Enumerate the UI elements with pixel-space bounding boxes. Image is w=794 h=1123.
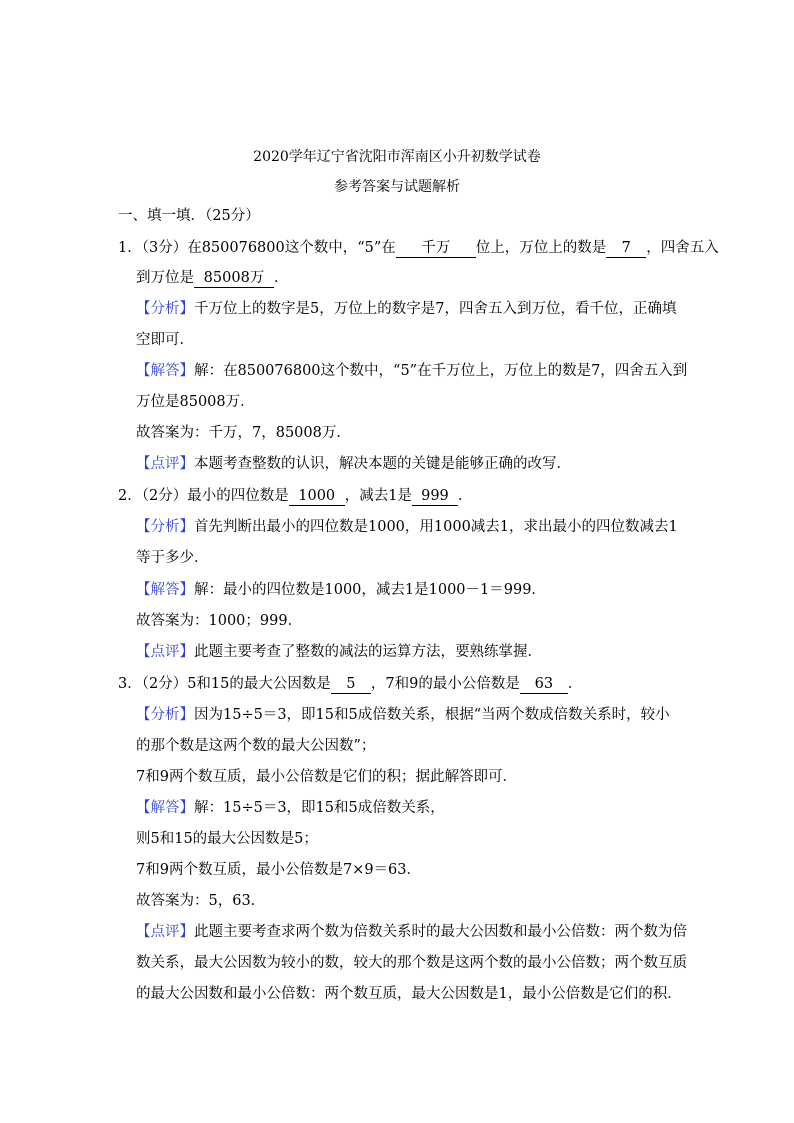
question-1-answer: 故答案为：千万，7，85008万． bbox=[136, 425, 351, 441]
question-3-line-1 bbox=[118, 674, 582, 694]
question-3-solution bbox=[136, 798, 445, 818]
question-3-stem: 3．（2分）5和15的最大公因数是 bbox=[118, 676, 331, 692]
question-2-analysis bbox=[136, 517, 678, 537]
question-1-line-1 bbox=[118, 238, 719, 258]
question-3-answer: 故答案为：5，63． bbox=[136, 893, 266, 909]
question-2-comment bbox=[136, 642, 542, 662]
question-2-solution bbox=[136, 580, 546, 600]
question-1-blank-2: 7 bbox=[606, 239, 646, 258]
solution-tag: 【解答】 bbox=[136, 582, 194, 598]
question-1-comment bbox=[136, 454, 571, 474]
question-1-blank-3: 85008万 bbox=[194, 269, 274, 288]
question-3-comment bbox=[136, 922, 687, 942]
document-subtitle: 参考答案与试题解析 bbox=[334, 179, 460, 195]
question-1-text: ，四舍五入 bbox=[646, 240, 719, 256]
question-3-blank-2: 63 bbox=[520, 675, 568, 694]
solution-text: 解：15÷5＝3，即15和5成倍数关系， bbox=[194, 800, 445, 816]
question-3-text: ，7和9的最小公倍数是 bbox=[370, 676, 520, 692]
solution-text: 解：最小的四位数是1000，减去1是1000－1＝999． bbox=[194, 582, 546, 598]
analysis-text: 首先判断出最小的四位数是1000，用1000减去1，求出最小的四位数减去1 bbox=[194, 519, 678, 535]
analysis-text: 因为15÷5＝3，即15和5成倍数关系，根据“当两个数成倍数关系时，较小 bbox=[194, 707, 670, 723]
question-1-text: 位上，万位上的数是 bbox=[475, 240, 607, 256]
question-1-text: ． bbox=[274, 270, 289, 286]
question-3-solution-cont: 7和9两个数互质，最小公倍数是7×9＝63． bbox=[136, 862, 422, 878]
question-1-line-2 bbox=[136, 268, 289, 288]
section-heading: 一、填一填．（25分） bbox=[118, 208, 260, 224]
question-1-analysis bbox=[136, 299, 676, 319]
question-3-comment-cont: 数关系，最大公因数为较小的数，较大的那个数是这两个数的最小公倍数；两个数互质 bbox=[136, 955, 687, 971]
solution-tag: 【解答】 bbox=[136, 800, 194, 816]
analysis-tag: 【分析】 bbox=[136, 707, 194, 723]
comment-tag: 【点评】 bbox=[136, 924, 194, 940]
question-3-comment-cont: 的最大公因数和最小公倍数：两个数互质，最大公因数是1，最小公倍数是它们的积． bbox=[136, 986, 682, 1002]
question-2-text: ． bbox=[457, 488, 473, 504]
comment-tag: 【点评】 bbox=[136, 456, 194, 472]
question-3-analysis bbox=[136, 705, 670, 725]
question-3-text: ． bbox=[567, 676, 583, 692]
question-2-text: ，减去1是 bbox=[344, 488, 412, 504]
question-1-solution bbox=[136, 361, 687, 381]
solution-text: 解：在850076800这个数中，“5”在千万位上，万位上的数是7，四舍五入到 bbox=[194, 363, 688, 379]
question-2-analysis-cont: 等于多少． bbox=[136, 550, 209, 566]
analysis-tag: 【分析】 bbox=[136, 519, 194, 535]
solution-tag: 【解答】 bbox=[136, 363, 194, 379]
comment-tag: 【点评】 bbox=[136, 644, 194, 660]
analysis-text: 千万位上的数字是5，万位上的数字是7，四舍五入到万位，看千位，正确填 bbox=[194, 301, 677, 317]
question-2-blank-2: 999 bbox=[412, 487, 458, 506]
question-1-stem: 1．（3分）在850076800这个数中，“5”在 bbox=[118, 240, 396, 256]
question-1-solution-cont: 万位是85008万． bbox=[136, 394, 255, 410]
analysis-tag: 【分析】 bbox=[136, 301, 194, 317]
document-title: 2020学年辽宁省沈阳市浑南区小升初数学试卷 bbox=[253, 149, 541, 165]
question-1-blank-1: 千万 bbox=[396, 239, 476, 258]
comment-text: 本题考查整数的认识，解决本题的关键是能够正确的改写． bbox=[194, 456, 571, 472]
comment-text: 此题主要考查了整数的减法的运算方法，要熟练掌握． bbox=[194, 644, 542, 660]
question-1-text: 到万位是 bbox=[136, 270, 194, 286]
question-2-stem: 2．（2分）最小的四位数是 bbox=[118, 488, 289, 504]
question-3-analysis-cont: 的那个数是这两个数的最大公因数”； bbox=[136, 738, 376, 754]
question-3-analysis-cont: 7和9两个数互质，最小公倍数是它们的积；据此解答即可． bbox=[136, 769, 517, 785]
comment-text: 此题主要考查求两个数为倍数关系时的最大公因数和最小公倍数：两个数为倍 bbox=[194, 924, 687, 940]
question-3-blank-1: 5 bbox=[331, 675, 371, 694]
question-3-solution-cont: 则5和15的最大公因数是5； bbox=[136, 831, 318, 847]
question-1-analysis-cont: 空即可． bbox=[136, 332, 194, 348]
question-2-line-1 bbox=[118, 486, 472, 506]
question-2-blank-1: 1000 bbox=[289, 487, 345, 506]
question-2-answer: 故答案为：1000；999． bbox=[136, 613, 303, 629]
